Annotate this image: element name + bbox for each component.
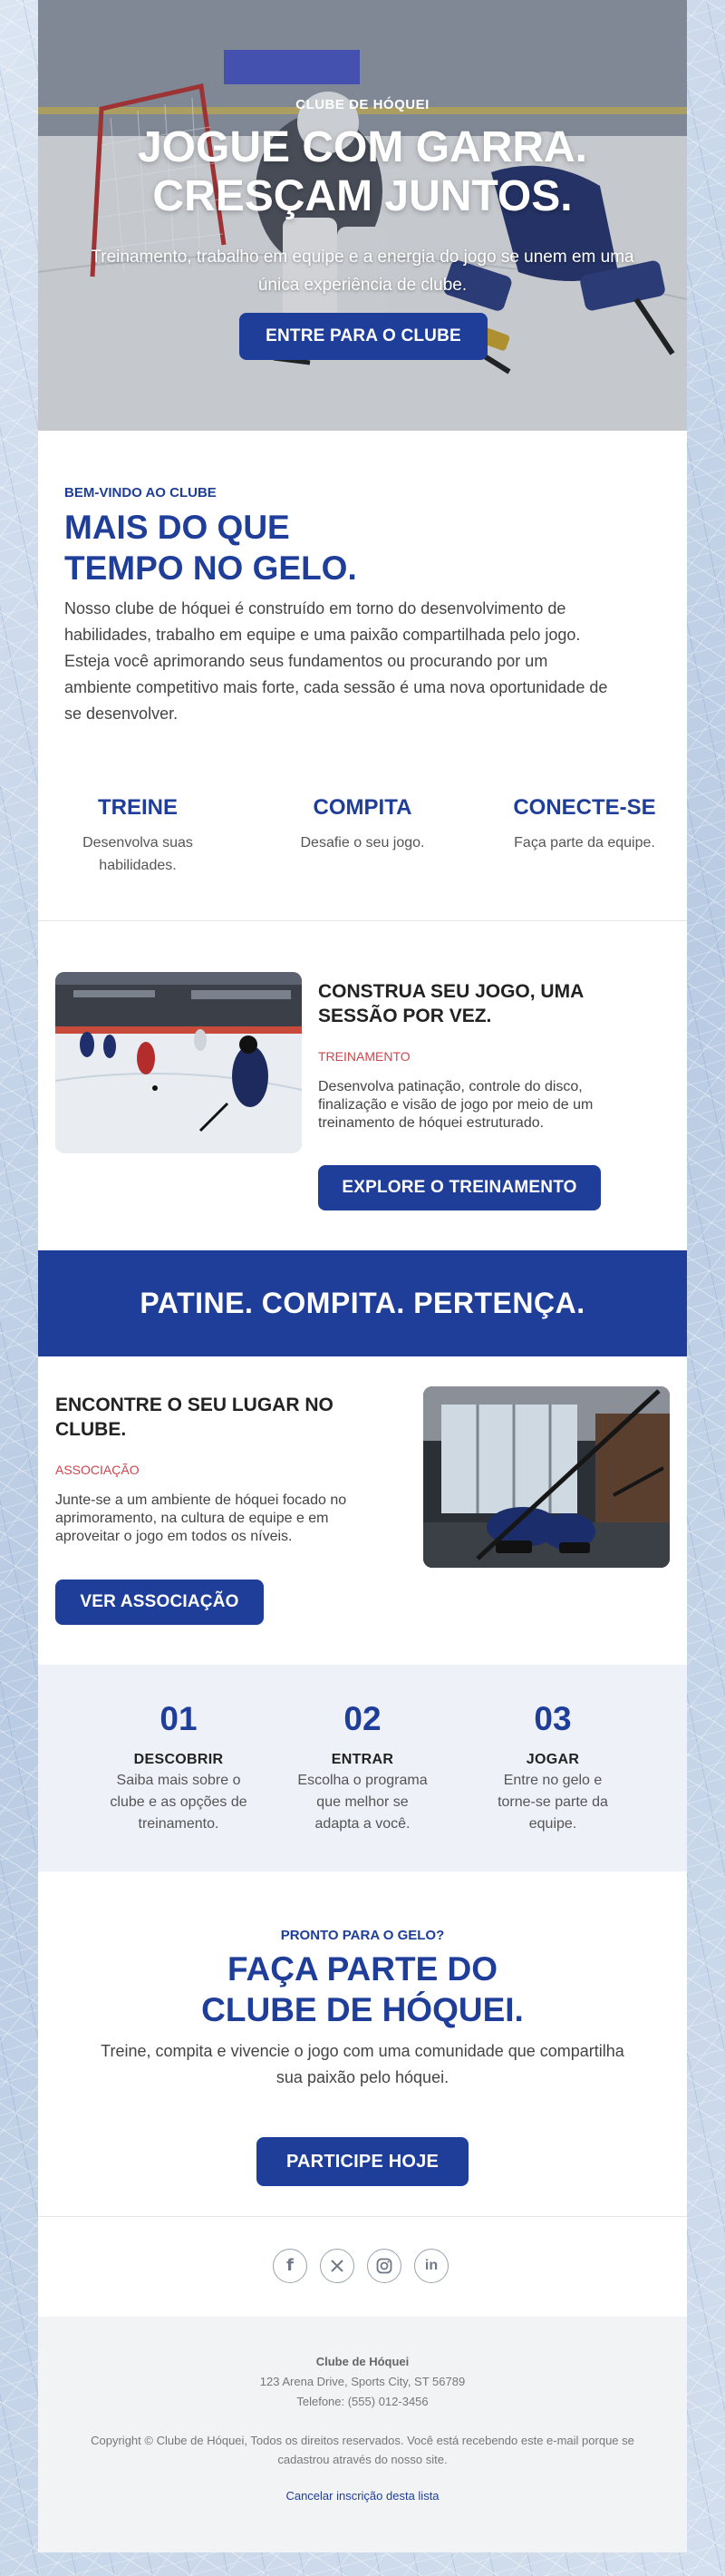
cta-title: FAÇA PARTE DO CLUBE DE HÓQUEI. [201, 1950, 524, 2028]
step-discover [92, 1699, 265, 1835]
pillar-text: Desenvolva suas habilidades. [82, 835, 193, 873]
footer [38, 2317, 687, 2552]
cta-section [38, 1871, 687, 2216]
facebook-icon[interactable]: f [273, 2249, 307, 2283]
hero-section [38, 0, 687, 431]
training-section [38, 922, 687, 1250]
step-number: 02 [343, 1700, 382, 1737]
instagram-icon[interactable] [367, 2249, 401, 2283]
hero-subtitle: Treinamento, trabalho em equipe e a energia do jogo se unem em uma única experiência de clube. [91, 248, 634, 295]
hero-title-text: JOGUE COM GARRA. CRESÇAM JUNTOS. [137, 123, 588, 220]
footer-address: 123 Arena Drive, Sports City, ST 56789 [259, 2375, 466, 2388]
footer-phone: Telefone: (555) 012-3456 [296, 2395, 429, 2408]
explore-training-button[interactable]: EXPLORE O TREINAMENTO [318, 1165, 601, 1210]
pillar-title: TREINE [97, 795, 178, 820]
banner-text: PATINE. COMPITA. PERTENÇA. [140, 1287, 585, 1319]
view-membership-button[interactable]: VER ASSOCIAÇÃO [55, 1580, 264, 1625]
step-number: 01 [160, 1700, 198, 1737]
training-text: Desenvolva patinação, controle do disco, finalização e visão de jogo por meio de um treinamento de hóquei estruturado. [318, 1079, 594, 1131]
cta-text: Treine, compita e vivencie o jogo com uma comunidade que compartilha sua paixão pelo hóquei. [101, 2042, 624, 2086]
pillar-train [56, 795, 219, 877]
step-play [467, 1699, 639, 1835]
step-text: Escolha o programa que melhor se adapta a você. [297, 1773, 428, 1832]
step-text: Entre no gelo e torne-se parte da equipe. [498, 1773, 608, 1832]
welcome-eyebrow: BEM-VINDO AO CLUBE [64, 485, 217, 501]
x-icon[interactable] [320, 2249, 354, 2283]
steps-section [38, 1665, 687, 1871]
training-photo [55, 972, 302, 1153]
membership-title: ENCONTRE O SEU LUGAR NO CLUBE. [55, 1395, 334, 1440]
membership-photo [423, 1386, 670, 1568]
email-container [38, 0, 687, 2552]
pillar-title: CONECTE-SE [513, 795, 656, 820]
membership-label: ASSOCIAÇÃO [55, 1463, 140, 1477]
step-title: JOGAR [526, 1752, 580, 1767]
pillar-text: Desafie o seu jogo. [300, 835, 425, 851]
pillar-connect [498, 795, 671, 854]
pillar-title: COMPITA [313, 795, 412, 820]
join-club-button[interactable]: ENTRE PARA O CLUBE [239, 313, 488, 360]
footer-club-name: Clube de Hóquei [315, 2355, 410, 2368]
step-text: Saiba mais sobre o clube e as opções de treinamento. [110, 1773, 247, 1832]
welcome-text: Nosso clube de hóquei é construído em torno do desenvolvimento de habilidades, trabalho em equipe e uma paixão compartilhada pelo jogo. Esteja você aprimorando seus fundamentos ou procurando por um ambiente competitivo mais forte, cada sessão é uma nova oportunidade de se desenvolver. [64, 599, 608, 723]
hero-eyebrow: CLUBE DE HÓQUEI [295, 97, 430, 112]
unsubscribe-link[interactable]: Cancelar inscrição desta lista [285, 2489, 440, 2503]
welcome-section [38, 431, 687, 920]
footer-copyright: Copyright © Clube de Hóquei, Todos os direitos reservados. Você está recebendo este e-mail porque se cadastrou através do nosso site. [91, 2434, 634, 2466]
welcome-title: MAIS DO QUE TEMPO NO GELO. [64, 509, 357, 587]
step-join [276, 1699, 449, 1835]
section-divider [38, 920, 687, 921]
training-title: CONSTRUA SEU JOGO, UMA SESSÃO POR VEZ. [318, 981, 584, 1026]
motto-banner [38, 1250, 687, 1356]
pillar-compete [281, 795, 444, 854]
membership-text: Junte-se a um ambiente de hóquei focado no aprimoramento, na cultura de equipe e em aproveitar o jogo em todos os níveis. [55, 1492, 347, 1544]
pillar-text: Faça parte da equipe. [514, 835, 655, 851]
hero-title [38, 123, 687, 221]
training-label: TREINAMENTO [318, 1049, 411, 1064]
step-number: 03 [534, 1700, 572, 1737]
cta-eyebrow: PRONTO PARA O GELO? [280, 1928, 445, 1943]
participate-button[interactable]: PARTICIPE HOJE [256, 2137, 469, 2186]
step-title: ENTRAR [331, 1752, 394, 1767]
membership-section [38, 1356, 687, 1665]
step-title: DESCOBRIR [133, 1752, 224, 1767]
social-links [38, 2217, 687, 2317]
linkedin-icon[interactable]: in [414, 2249, 449, 2283]
